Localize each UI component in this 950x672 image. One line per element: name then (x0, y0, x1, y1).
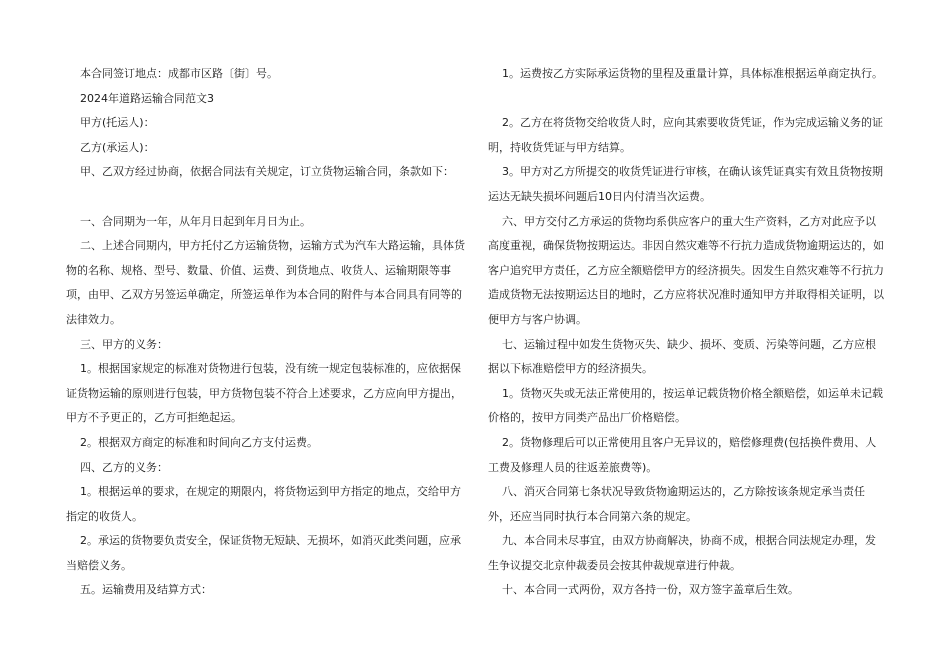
paragraph: 2024年道路运输合同范文3 (80, 91, 214, 105)
paragraph: 三、甲方的义务： (80, 337, 168, 351)
paragraph: 五。运输费用及结算方式： (80, 583, 212, 597)
paragraph: 十、本合同一式两份，双方各持一份，双方签字盖章后生效。 (502, 583, 799, 597)
paragraph: 2。货物修理后可以正常使用且客户无异议的，赔偿修理费(包括换件费用、人工费及修理人员的往返差旅费等)。 (488, 435, 877, 474)
paragraph: 2。承运的货物要负责安全，保证货物无短缺、无损坏，如消灭此类问题，应承当赔偿义务。 (66, 534, 461, 572)
paragraph: 二、上述合同期内，甲方托付乙方运输货物，运输方式为汽车大路运输，具体货物的名称、规格、型号、数量、价值、运费、到货地点、收货人、运输期限等事项，由甲、乙双方另签运单确定，所签运单作为本合同的附件与本合同具有同等的法律效力。 (66, 239, 465, 326)
paragraph: 六、甲方交付乙方承运的货物均系供应客户的重大生产资料，乙方对此应予以高度重视，确保货物按期运达。非因自然灾难等不行抗力造成货物逾期运达的，如客户追究甲方责任，乙方应全额赔偿甲方的经济损失。因发生自然灾难等不行抗力造成货物无法按期运达目的地时，乙方应将状况准时通知甲方并取得相关证明，以便甲方与客户协调。 (488, 214, 884, 326)
paragraph: 1。运费按乙方实际承运货物的里程及重量计算，具体标准根据运单商定执行。 (502, 67, 883, 80)
paragraph: 一、合同期为一年，从年月日起到年月日为止。 (80, 214, 311, 228)
paragraph: 1。根据国家规定的标准对货物进行包装，没有统一规定包装标准的，应依据保证货物运输的原则进行包装，甲方货物包装不符合上述要求，乙方应向甲方提出，甲方不予更正的，乙方可拒绝起运。 (66, 362, 462, 425)
blank-line (66, 185, 468, 210)
left-column (66, 62, 468, 603)
paragraph: 甲、乙双方经过协商，依据合同法有关规定，订立货物运输合同，条款如下： (80, 165, 454, 179)
paragraph: 2。乙方在将货物交给收货人时，应向其索要收货凭证，作为完成运输义务的证明，持收货凭证与甲方结算。 (488, 116, 883, 154)
paragraph: 九、本合同未尽事宜，由双方协商解决，协商不成，根据合同法规定办理，发生争议提交北京仲裁委员会按其仲裁规章进行仲裁。 (488, 534, 876, 572)
paragraph: 3。甲方对乙方所提交的收货凭证进行审核，在确认该凭证真实有效且货物按期运达无缺失损坏问题后10日内付清当次运费。 (488, 165, 883, 203)
blank-line (488, 87, 884, 112)
paragraph: 八、消灭合同第七条状况导致货物逾期运达的，乙方除按该条规定承当责任外，还应当同时执行本合同第六条的规定。 (488, 485, 865, 523)
paragraph: 1。货物灭失或无法正常使用的，按运单记载货物价格全额赔偿，如运单未记载价格的，按甲方同类产品出厂价格赔偿。 (488, 386, 883, 425)
paragraph: 七、运输过程中如发生货物灭失、缺少、损坏、变质、污染等问题，乙方应根据以下标准赔偿甲方的经济损失。 (488, 337, 876, 376)
paragraph: 四、乙方的义务： (80, 460, 168, 474)
right-column (488, 62, 884, 603)
paragraph: 1。根据运单的要求，在规定的期限内，将货物运到甲方指定的地点，交给甲方指定的收货人。 (66, 485, 461, 523)
paragraph: 本合同签订地点：成都市区路〔街〕号。 (80, 67, 278, 80)
paragraph: 2。根据双方商定的标准和时间向乙方支付运费。 (80, 435, 318, 449)
paragraph: 甲方(托运人)： (80, 116, 155, 130)
paragraph: 乙方(承运人)： (80, 140, 155, 154)
